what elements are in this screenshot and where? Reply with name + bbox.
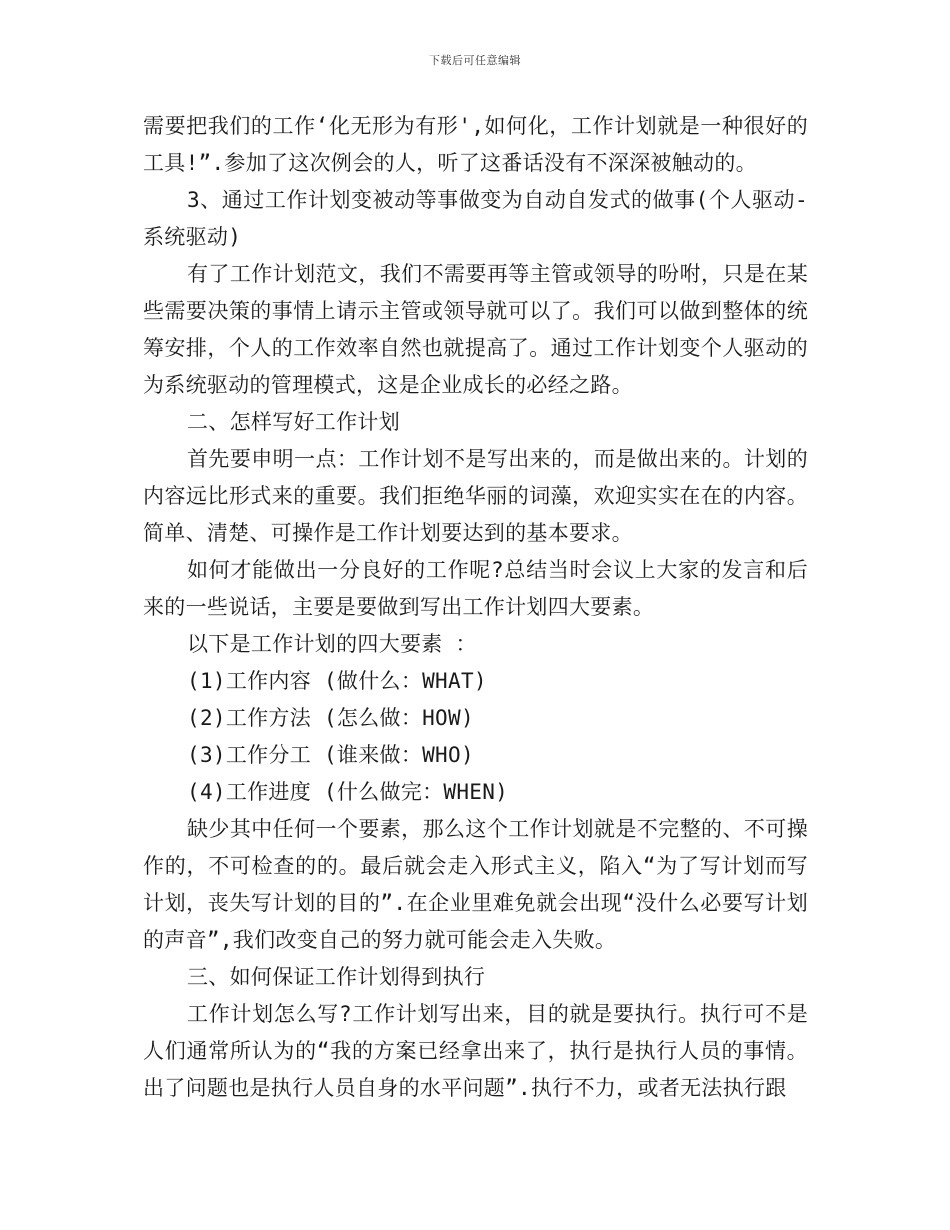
list-item-element-4: (4)工作进度 (什么做完：WHEN) xyxy=(187,780,509,804)
paragraph-point-3: 3、通过工作计划变被动等事做变为自动自发式的做事(个人驱动-系统驱动) xyxy=(143,188,808,249)
section-heading-3: 三、如何保证工作计划得到执行 xyxy=(187,965,486,989)
paragraph-missing-elements: 缺少其中任何一个要素，那么这个工作计划就是不完整的、不可操作的，不可检查的的。最后就会走入形式主义，陷入“为了写计划而写计划，丧失写计划的目的”.在企业里难免就会出现“没什么必要写计划的声音”,我们改变自己的努力就可能会走入失败。 xyxy=(143,817,808,952)
section-heading-2: 二、怎样写好工作计划 xyxy=(187,410,400,434)
paragraph-continuation: 需要把我们的工作‘化无形为有形',如何化，工作计划就是一种很好的工具!”.参加了这次例会的人，听了这番话没有不深深被触动的。 xyxy=(143,114,808,175)
list-item-element-3: (3)工作分工 (谁来做：WHO) xyxy=(187,743,474,767)
list-item-element-1: (1)工作内容 (做什么：WHAT) xyxy=(187,669,487,693)
list-item-element-2: (2)工作方法 (怎么做：HOW) xyxy=(187,706,474,730)
document-body xyxy=(143,108,808,1107)
paragraph-point-3-body: 有了工作计划范文，我们不需要再等主管或领导的吩咐，只是在某些需要决策的事情上请示主管或领导就可以了。我们可以做到整体的统筹安排，个人的工作效率自然也就提高了。通过工作计划变个人驱动的为系统驱动的管理模式，这是企业成长的必经之路。 xyxy=(143,262,808,397)
page-header: 下载后可任意编辑 xyxy=(429,54,521,67)
paragraph-elements-intro: 以下是工作计划的四大要素 ： xyxy=(187,632,477,656)
paragraph-section-2-a: 首先要申明一点：工作计划不是写出来的，而是做出来的。计划的内容远比形式来的重要。我们拒绝华丽的词藻，欢迎实实在在的内容。简单、清楚、可操作是工作计划要达到的基本要求。 xyxy=(143,447,808,545)
paragraph-section-2-b: 如何才能做出一分良好的工作呢?总结当时会议上大家的发言和后来的一些说话，主要是要做到写出工作计划四大要素。 xyxy=(143,558,808,619)
paragraph-section-3: 工作计划怎么写?工作计划写出来，目的就是要执行。执行可不是人们通常所认为的“我的方案已经拿出来了，执行是执行人员的事情。出了问题也是执行人员自身的水平问题”.执行不力，或者无法执行跟 xyxy=(143,1002,808,1100)
